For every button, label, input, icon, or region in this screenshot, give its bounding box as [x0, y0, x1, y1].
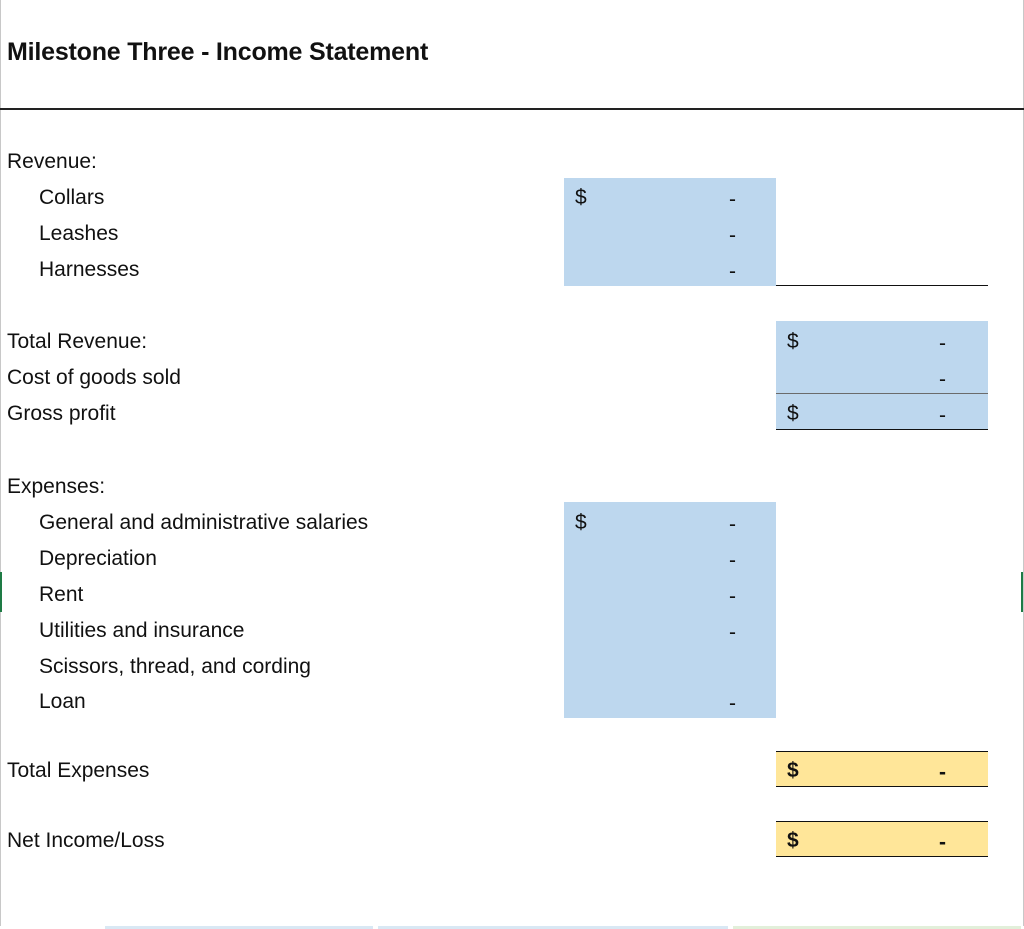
gross-profit-bottom-rule [776, 429, 988, 430]
expense-item-label[interactable]: Loan [39, 690, 86, 713]
total-expenses-bottom-rule [776, 786, 988, 787]
total-expenses-currency: $ [787, 759, 799, 782]
total-expenses-value[interactable]: - [939, 761, 946, 784]
expense-item-label[interactable]: Scissors, thread, and cording [39, 655, 311, 678]
totals-block [776, 321, 988, 430]
gross-profit-value[interactable]: - [939, 404, 946, 427]
net-income-currency: $ [787, 829, 799, 852]
expenses-input-block [564, 502, 776, 718]
net-income-label: Net Income/Loss [7, 829, 165, 852]
net-income-value[interactable]: - [939, 831, 946, 854]
revenue-item-label[interactable]: Harnesses [39, 258, 140, 281]
expense-item-value[interactable]: - [729, 692, 736, 715]
total-revenue-currency: $ [787, 330, 799, 353]
revenue-item-label[interactable]: Leashes [39, 222, 119, 245]
total-expenses-label: Total Expenses [7, 759, 150, 782]
expense-item-label[interactable]: Depreciation [39, 547, 157, 570]
revenue-item-label[interactable]: Collars [39, 186, 105, 209]
revenue-subtotal-rule [776, 285, 988, 286]
net-income-block [776, 822, 988, 856]
gross-profit-top-rule [776, 393, 988, 394]
expense-item-value[interactable]: - [729, 621, 736, 644]
revenue-item-currency: $ [575, 186, 587, 209]
revenue-header: Revenue: [7, 150, 97, 173]
title-divider [0, 108, 1024, 110]
revenue-input-block [564, 178, 776, 286]
total-revenue-value[interactable]: - [939, 332, 946, 355]
cogs-label: Cost of goods sold [7, 366, 181, 389]
revenue-item-value[interactable]: - [729, 260, 736, 283]
expense-item-value[interactable]: - [729, 585, 736, 608]
expense-item-label[interactable]: Utilities and insurance [39, 619, 245, 642]
total-revenue-label: Total Revenue: [7, 330, 148, 353]
row-marker-right [1021, 572, 1023, 612]
expenses-header: Expenses: [7, 475, 106, 498]
row-marker-left [0, 572, 2, 612]
expense-item-currency: $ [575, 511, 587, 534]
revenue-item-value[interactable]: - [729, 188, 736, 211]
expense-item-value[interactable]: - [729, 513, 736, 536]
gross-profit-currency: $ [787, 402, 799, 425]
cogs-value[interactable]: - [939, 368, 946, 391]
gross-profit-label: Gross profit [7, 402, 116, 425]
page-title: Milestone Three - Income Statement [7, 38, 429, 66]
expense-item-value[interactable]: - [729, 549, 736, 572]
revenue-item-value[interactable]: - [729, 224, 736, 247]
expense-item-label[interactable]: General and administrative salaries [39, 511, 369, 534]
net-income-bottom-rule [776, 856, 988, 857]
expense-item-label[interactable]: Rent [39, 583, 84, 606]
total-expenses-block [776, 752, 988, 786]
